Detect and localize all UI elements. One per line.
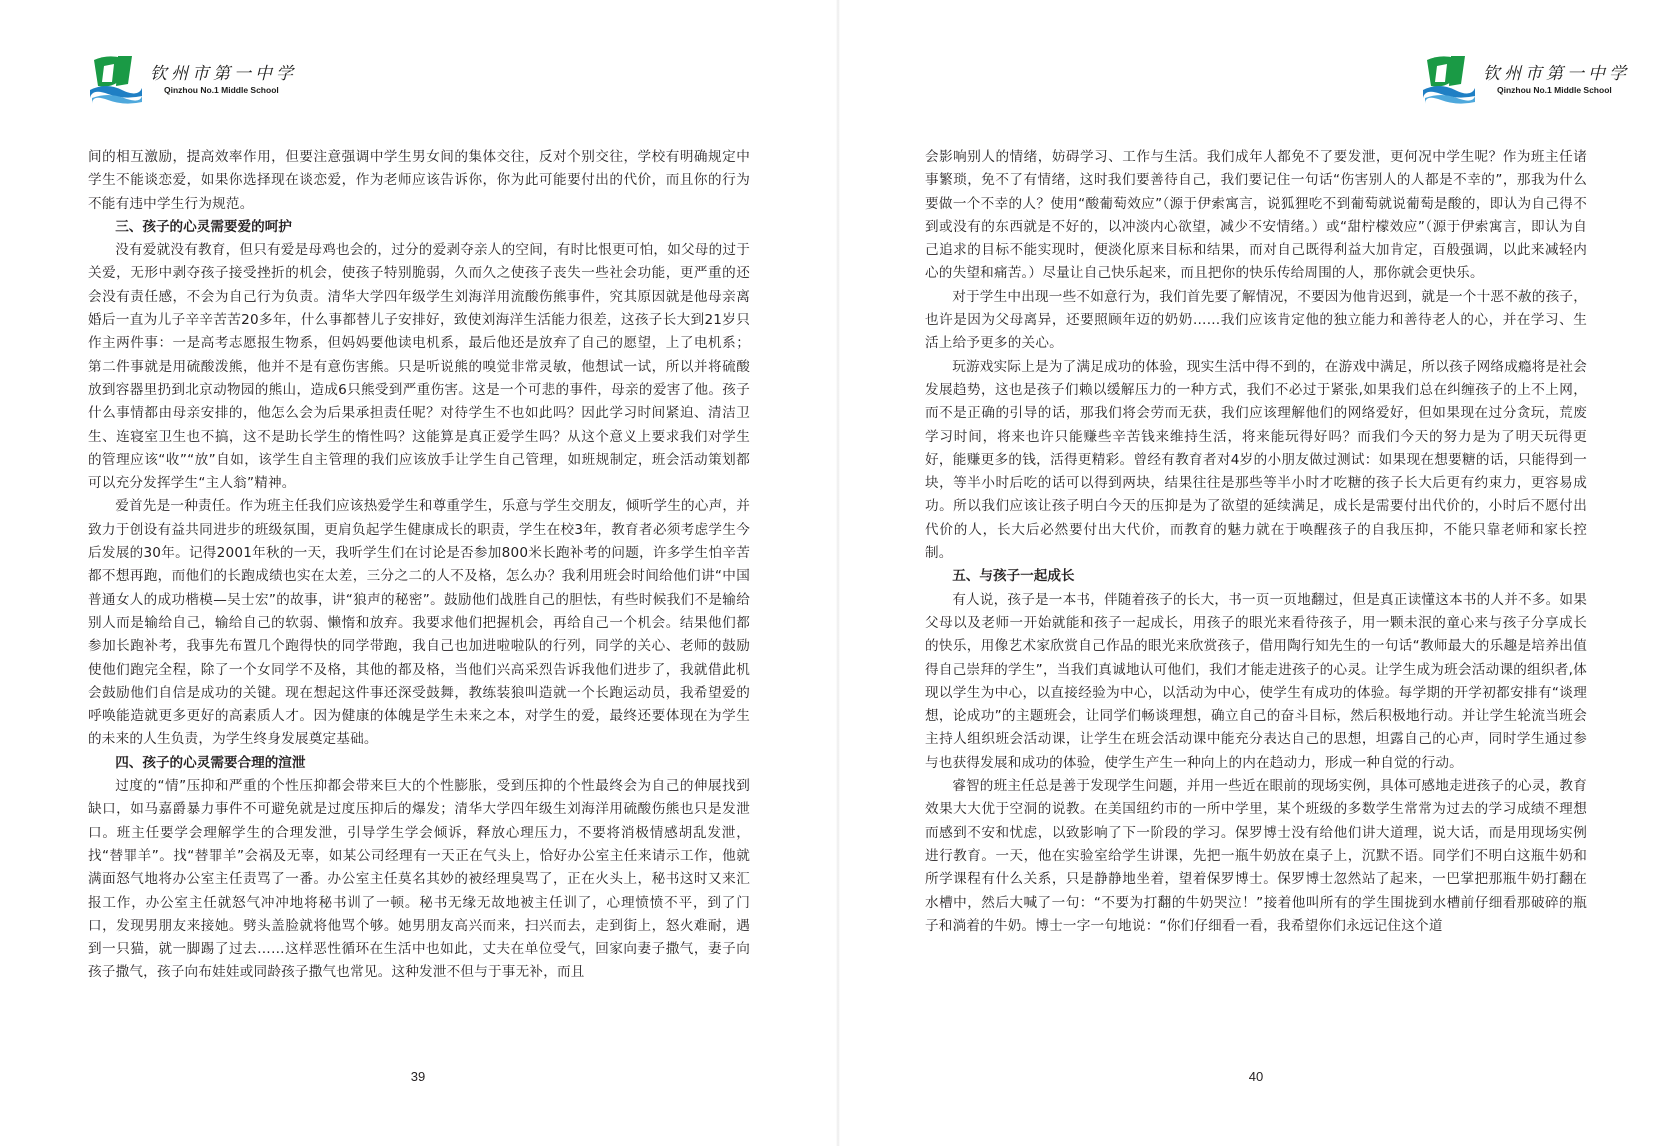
paragraph: 睿智的班主任总是善于发现学生问题，并用一些近在眼前的现场实例，具体可感地走进孩子的心灵，教育效果大大优于空洞的说教。在美国纽约市的一所中学里，某个班级的多数学生常常为过去的学习成绩不理想而感到不安和忧虑，以致影响了下一阶段的学习。保罗博士没有给他们讲大道理，说大话，而是用现场实例进行教育。一天，他在实验室给学生讲课，先把一瓶牛奶放在桌子上，沉默不语。同学们不明白这瓶牛奶和所学课程有什么关系，只是静静地坐着，望着保罗博士。保罗博士忽然站了起来，一巴掌把那瓶牛奶打翻在水槽中，然后大喊了一句：“不要为打翻的牛奶哭泣！”接着他叫所有的学生围拢到水槽前仔细看那破碎的瓶子和淌着的牛奶。博士一字一句地说：“你们仔细看一看，我希望你们永远记住这个道 <box>925 778 1587 934</box>
paragraph: 对于学生中出现一些不如意行为，我们首先要了解情况，不要因为他肯迟到，就是一个十恶不赦的孩子，也许是因为父母离异，还要照顾年迈的奶奶……我们应该肯定他的独立能力和善待老人的心，并在学习、生活上给予更多的关心。 <box>925 288 1587 352</box>
paragraph: 有人说，孩子是一本书，伴随着孩子的长大，书一页一页地翻过，但是真正读懂这本书的人并不多。如果父母以及老师一开始就能和孩子一起成长，用孩子的眼光来看待孩子，用一颗未泯的童心来与孩子分享成长的快乐，用像艺术家欣赏自己作品的眼光来欣赏孩子，借用陶行知先生的一句话“教师最大的乐趣是培养出值得自己崇拜的学生”，当我们真诚地认可他们，我们才能走进孩子的心灵。让学生成为班会活动课的组织者,体现以学生为中心，以直接经验为中心，以活动为中心，使学生有成功的体验。每学期的开学初都安排有“谈理想，论成功”的主题班会，让同学们畅谈理想，确立自己的奋斗目标，然后积极地行动。并让学生轮流当班会主持人组织班会活动课，让学生在班会活动课中能充分表达自己的思想，坦露自己的心声，同时学生通过参与也获得发展和成功的体验，使学生产生一种向上的内在趋动力，形成一种自觉的行动。 <box>925 591 1587 771</box>
page-number: 39 <box>410 1069 426 1084</box>
school-logo <box>88 52 297 106</box>
school-logo <box>1421 52 1630 106</box>
paragraph: 会影响别人的情绪，妨碍学习、工作与生活。我们成年人都免不了要发泄，更何况中学生呢？作为班主任诸事繁琐，免不了有情绪，这时我们要善待自己，我们要记住一句话“伤害别人的人都是不幸的”，那我为什么要做一个不幸的人？使用“酸葡萄效应”（源于伊索寓言，说狐狸吃不到葡萄就说葡萄是酸的，即认为自己得不到或没有的东西就是不好的，以冲淡内心欲望，减少不安情绪。）或“甜柠檬效应”（源于伊索寓言，即认为自己追求的目标不能实现时，便淡化原来目标和结果，而对自己既得利益大加肯定，百般强调，以此来减轻内心的失望和痛苦。）尽量让自己快乐起来，而且把你的快乐传给周围的人，那你就会更快乐。 <box>925 149 1587 282</box>
school-emblem-icon <box>88 52 144 106</box>
paragraph: 间的相互激励，提高效率作用，但要注意强调中学生男女间的集体交往，反对个别交往，学校有明确规定中学生不能谈恋爱，如果你选择现在谈恋爱，作为老师应该告诉你，你为此可能要付出的代价，而且你的行为不能有违中学生行为规范。 <box>88 149 750 212</box>
page-number: 40 <box>1248 1069 1264 1084</box>
left-page-body <box>88 146 750 985</box>
paragraph: 玩游戏实际上是为了满足成功的体验，现实生活中得不到的，在游戏中满足，所以孩子网络成瘾将是社会发展趋势，这也是孩子们赖以缓解压力的一种方式，我们不必过于紧张,如果我们总在纠缠孩子的上不上网，而不是正确的引导的话，那我们将会劳而无获，我们应该理解他们的网络爱好，但如果现在过分贪玩，荒废学习时间，将来也许只能赚些辛苦钱来维持生活，将来能玩得好吗？而我们今天的努力是为了明天玩得更好，能赚更多的钱，活得更精彩。曾经有教育者对4岁的小朋友做过测试：如果现在想要糖的话，只能得到一块，等半小时后吃的话可以得到两块，结果往往是那些等半小时才吃糖的孩子长大后更有约束力，更容易成功。所以我们应该让孩子明白今天的压抑是为了欲望的延续满足，成长是需要付出代价的，小时后不愿付出代价的人，长大后必然要付出大代价，而教育的魅力就在于唤醒孩子的自我压抑，不能只靠老师和家长控制。 <box>925 358 1587 562</box>
paragraph: 没有爱就没有教育，但只有爱是母鸡也会的，过分的爱剥夺亲人的空间，有时比恨更可怕，如父母的过于关爱，无形中剥夺孩子接受挫折的机会，使孩子特别脆弱，久而久之使孩子丧失一些社会功能，更严重的还会没有责任感，不会为自己行为负责。清华大学四年级学生刘海洋用流酸伤熊事件，究其原因就是他母亲离婚后一直为儿子辛辛苦苦20多年，什么事都替儿子安排好，致使刘海洋生活能力很差，这孩子长大到21岁只作主两件事：一是高考志愿报生物系，但妈妈要他读电机系，最后他还是放弃了自己的愿望，上了电机系；第二件事就是用硫酸泼熊，他并不是有意伤害熊。只是听说熊的嗅觉非常灵敏，他想试一试，所以并将硫酸放到容器里扔到北京动物园的熊山，造成6只熊受到严重伤害。这是一个可悲的事件，母亲的爱害了他。孩子什么事情都由母亲安排的，他怎么会为后果承担责任呢？对待学生不也如此吗？因此学习时间紧迫、清洁卫生、连寝室卫生也不搞，这不是助长学生的惰性吗？这能算是真正爱学生吗？从这个意义上要求我们对学生的管理应该“收”“放”自如，该学生自主管理的我们应该放手让学生自己管理，如班规制定，班会活动策划都可以充分发挥学生“主人翁”精神。 <box>88 242 750 492</box>
section-heading: 三、孩子的心灵需要爱的呵护 <box>115 218 292 235</box>
right-page <box>839 0 1677 1146</box>
school-name-cn: 钦州市第一中学 <box>1483 63 1630 84</box>
school-name-en: Qinzhou No.1 Middle School <box>164 84 279 95</box>
paragraph: 过度的“情”压抑和严重的个性压抑都会带来巨大的个性膨胀，受到压抑的个性最终会为自己的伸展找到缺口，如马嘉爵暴力事件不可避免就是过度压抑后的爆发；清华大学四年级生刘海洋用硫酸伤熊也只是发泄口。班主任要学会理解学生的合理发泄，引导学生学会倾诉，释放心理压力，不要将消极情感胡乱发泄，找“替罪羊”。找“替罪羊”会祸及无辜，如某公司经理有一天正在气头上，恰好办公室主任来请示工作，他就满面怒气地将办公室主任责骂了一番。办公室主任莫名其妙的被经理臭骂了，正在火头上，秘书这时又来汇报工作，办公室主任就怒气冲冲地将秘书训了一顿。秘书无缘无故地被主任训了，心理愤愤不平，到了门口，发现男朋友来接她。劈头盖脸就将他骂个够。她男朋友高兴而来，扫兴而去，走到街上，怒火难耐，遇到一只猫，就一脚踢了过去……这样恶性循环在生活中也如此，丈夫在单位受气，回家向妻子撒气，妻子向孩子撒气，孩子向布娃娃或同龄孩子撒气也常见。这种发泄不但与于事无补，而且 <box>88 778 750 981</box>
school-emblem-icon <box>1421 52 1477 106</box>
left-page <box>0 0 838 1146</box>
section-heading: 五、与孩子一起成长 <box>952 568 1075 585</box>
paragraph: 爱首先是一种责任。作为班主任我们应该热爱学生和尊重学生，乐意与学生交朋友，倾听学生的心声，并致力于创设有益共同进步的班级氛围，更肩负起学生健康成长的职责，学生在校3年，教育者必须考虑学生今后发展的30年。记得2001年秋的一天，我听学生们在讨论是否参加800米长跑补考的问题，许多学生怕辛苦都不想再跑，而他们的长跑成绩也实在太差，三分之二的人不及格，怎么办？我利用班会时间给他们讲“中国普通女人的成功楷模—吴士宏”的故事，讲“狼声的秘密”。鼓励他们战胜自己的胆怯，有些时候我们不是输给别人而是输给自己，输给自己的软弱、懒惰和放弃。我要求他们把握机会，再给自己一个机会。结果他们都参加长跑补考，我事先布置几个跑得快的同学带跑，我自己也加进啦啦队的行列，同学的关心、老师的鼓励使他们跑完全程，除了一个女同学不及格，其他的都及格，当他们兴高采烈告诉我他们进步了，我就借此机会鼓励他们自信是成功的关键。现在想起这件事还深受鼓舞，教练装狼叫造就一个长跑运动员，我希望爱的呼唤能造就更多更好的高素质人才。因为健康的体魄是学生未来之本，对学生的爱，最终还要体现在为学生的未来的人生负责，为学生终身发展奠定基础。 <box>88 498 750 748</box>
section-heading: 四、孩子的心灵需要合理的渲泄 <box>115 754 306 771</box>
school-name-en: Qinzhou No.1 Middle School <box>1497 84 1612 95</box>
right-page-body <box>925 146 1587 938</box>
school-name-cn: 钦州市第一中学 <box>150 63 297 84</box>
